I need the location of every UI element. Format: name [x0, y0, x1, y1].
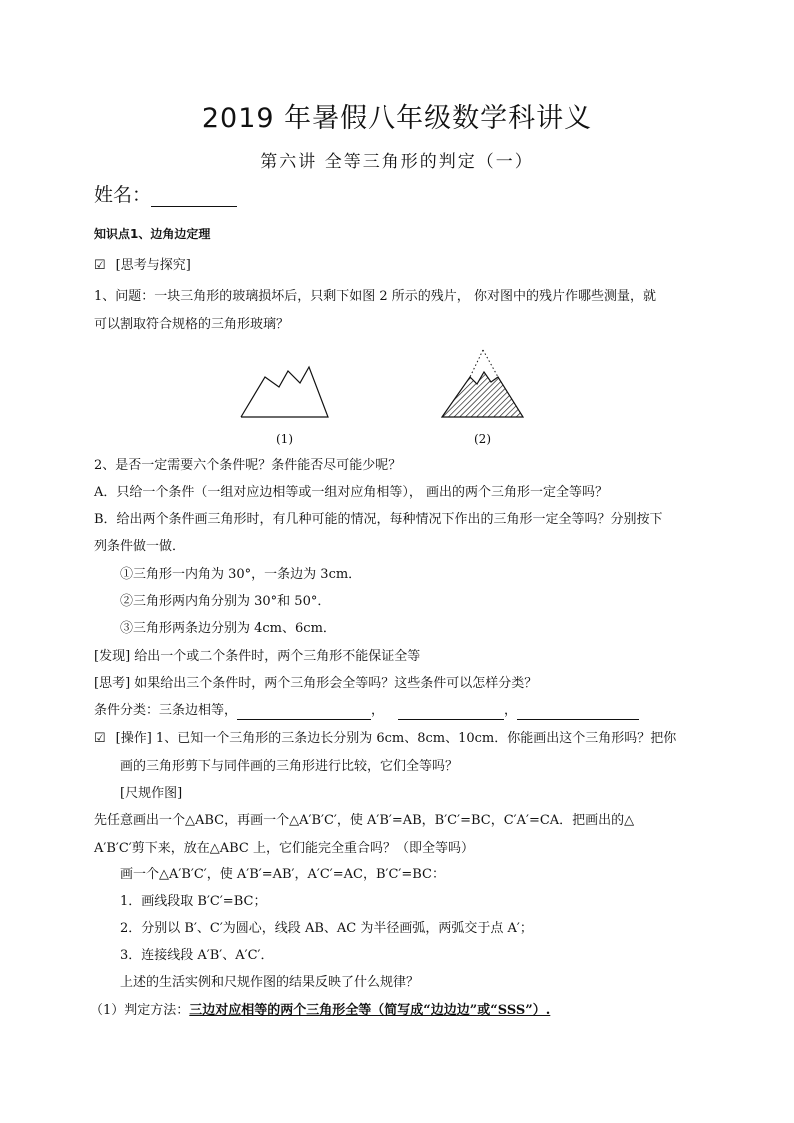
name-blank[interactable]	[151, 188, 237, 207]
question-b-line1: B．给出两个条件画三角形时，有几种可能的情况，每种情况下作出的三角形一定全等吗？分别按下	[94, 512, 663, 527]
figure-hatched-fragment	[435, 345, 535, 425]
classification-blank-3[interactable]	[517, 705, 639, 720]
question-a: A．只给一个条件（一组对应边相等或一组对应角相等）， 画出的两个三角形一定全等吗？	[94, 485, 609, 500]
construction-intro: 画一个△A′B′C′，使 A′B′=AB′，A′C′=AC，B′C′=BC：	[120, 867, 446, 882]
condition-1: ①三角形一内角为 30°，一条边为 3cm．	[120, 567, 362, 582]
reflection-question: 上述的生活实例和尺规作图的结果反映了什么规律？	[120, 975, 420, 990]
name-label: 姓名：	[94, 184, 152, 206]
discovery-note: [发现] 给出一个或二个条件时，两个三角形不能保证全等	[94, 649, 421, 664]
think-explore-row	[94, 257, 191, 275]
classification-blank-1[interactable]	[237, 705, 371, 720]
draw-instruction-line1: 先任意画出一个△ABC，再画一个△A′B′C′，使 A′B′=AB，B′C′=BC，C′A′=CA．把画出的△	[94, 813, 635, 828]
lecture-subtitle: 第六讲 全等三角形的判定（一）	[260, 152, 534, 172]
construction-step-2: 2．分别以 B′、C′为圆心，线段 AB、AC 为半径画弧，两弧交于点 A′；	[120, 921, 533, 936]
think-question: [思考] 如果给出三个条件时，两个三角形会全等吗？这些条件可以怎样分类？	[94, 676, 538, 691]
classification-row	[94, 702, 639, 720]
operation-line-1: [操作] 1、已知一个三角形的三条边长分别为 6cm、8cm、10cm．你能画出这个三角形吗？把你	[115, 731, 677, 746]
section-heading: 知识点1、边角边定理	[94, 227, 211, 241]
figure-glass-fragment	[230, 360, 340, 430]
construction-step-3: 3．连接线段 A′B′、A′C′．	[120, 948, 274, 963]
page-title: 2019 年暑假八年级数学科讲义	[201, 103, 593, 134]
operation-row	[94, 730, 676, 748]
question-b-line2: 列条件做一做．	[94, 539, 186, 554]
rule-row	[90, 1002, 550, 1020]
operation-line-2: 画的三角形剪下与同伴画的三角形进行比较，它们全等吗？	[120, 759, 459, 774]
rule-prefix: （1）判定方法：	[90, 1003, 190, 1018]
figure-2-caption: (2)	[474, 432, 491, 446]
question-2: 2、是否一定需要六个条件呢？条件能否尽可能少呢？	[94, 458, 402, 473]
checkbox-icon: ☑	[94, 258, 106, 273]
sss-rule-statement: 三边对应相等的两个三角形全等（简写成“边边边”或“SSS”）.	[189, 1003, 551, 1018]
figure-1-caption: (1)	[276, 432, 293, 446]
condition-2: ②三角形两内角分别为 30°和 50°．	[120, 594, 331, 609]
classification-blank-2[interactable]	[398, 705, 504, 720]
classification-separator-1: ，	[371, 703, 385, 718]
think-explore-tag: [思考与探究]	[115, 258, 191, 273]
condition-3: ③三角形两条边分别为 4cm、6cm．	[120, 621, 336, 636]
ruler-construction-tag: [尺规作图]	[120, 786, 183, 801]
question-1-line2: 可以割取符合规格的三角形玻璃？	[94, 317, 290, 332]
classification-label: 条件分类：三条边相等，	[94, 703, 238, 718]
construction-step-1: 1．画线段取 B′C′=BC；	[120, 894, 267, 909]
checkbox-icon: ☑	[94, 731, 106, 746]
question-1-line1: 1、问题：一块三角形的玻璃损坏后，只剩下如图 2 所示的残片， 你对图中的残片作哪些测量，就	[94, 289, 656, 304]
draw-instruction-line2: A′B′C′剪下来，放在△ABC 上，它们能完全重合吗？（即全等吗）	[94, 841, 475, 856]
name-field-row	[94, 180, 237, 207]
classification-separator-2: ，	[504, 703, 518, 718]
